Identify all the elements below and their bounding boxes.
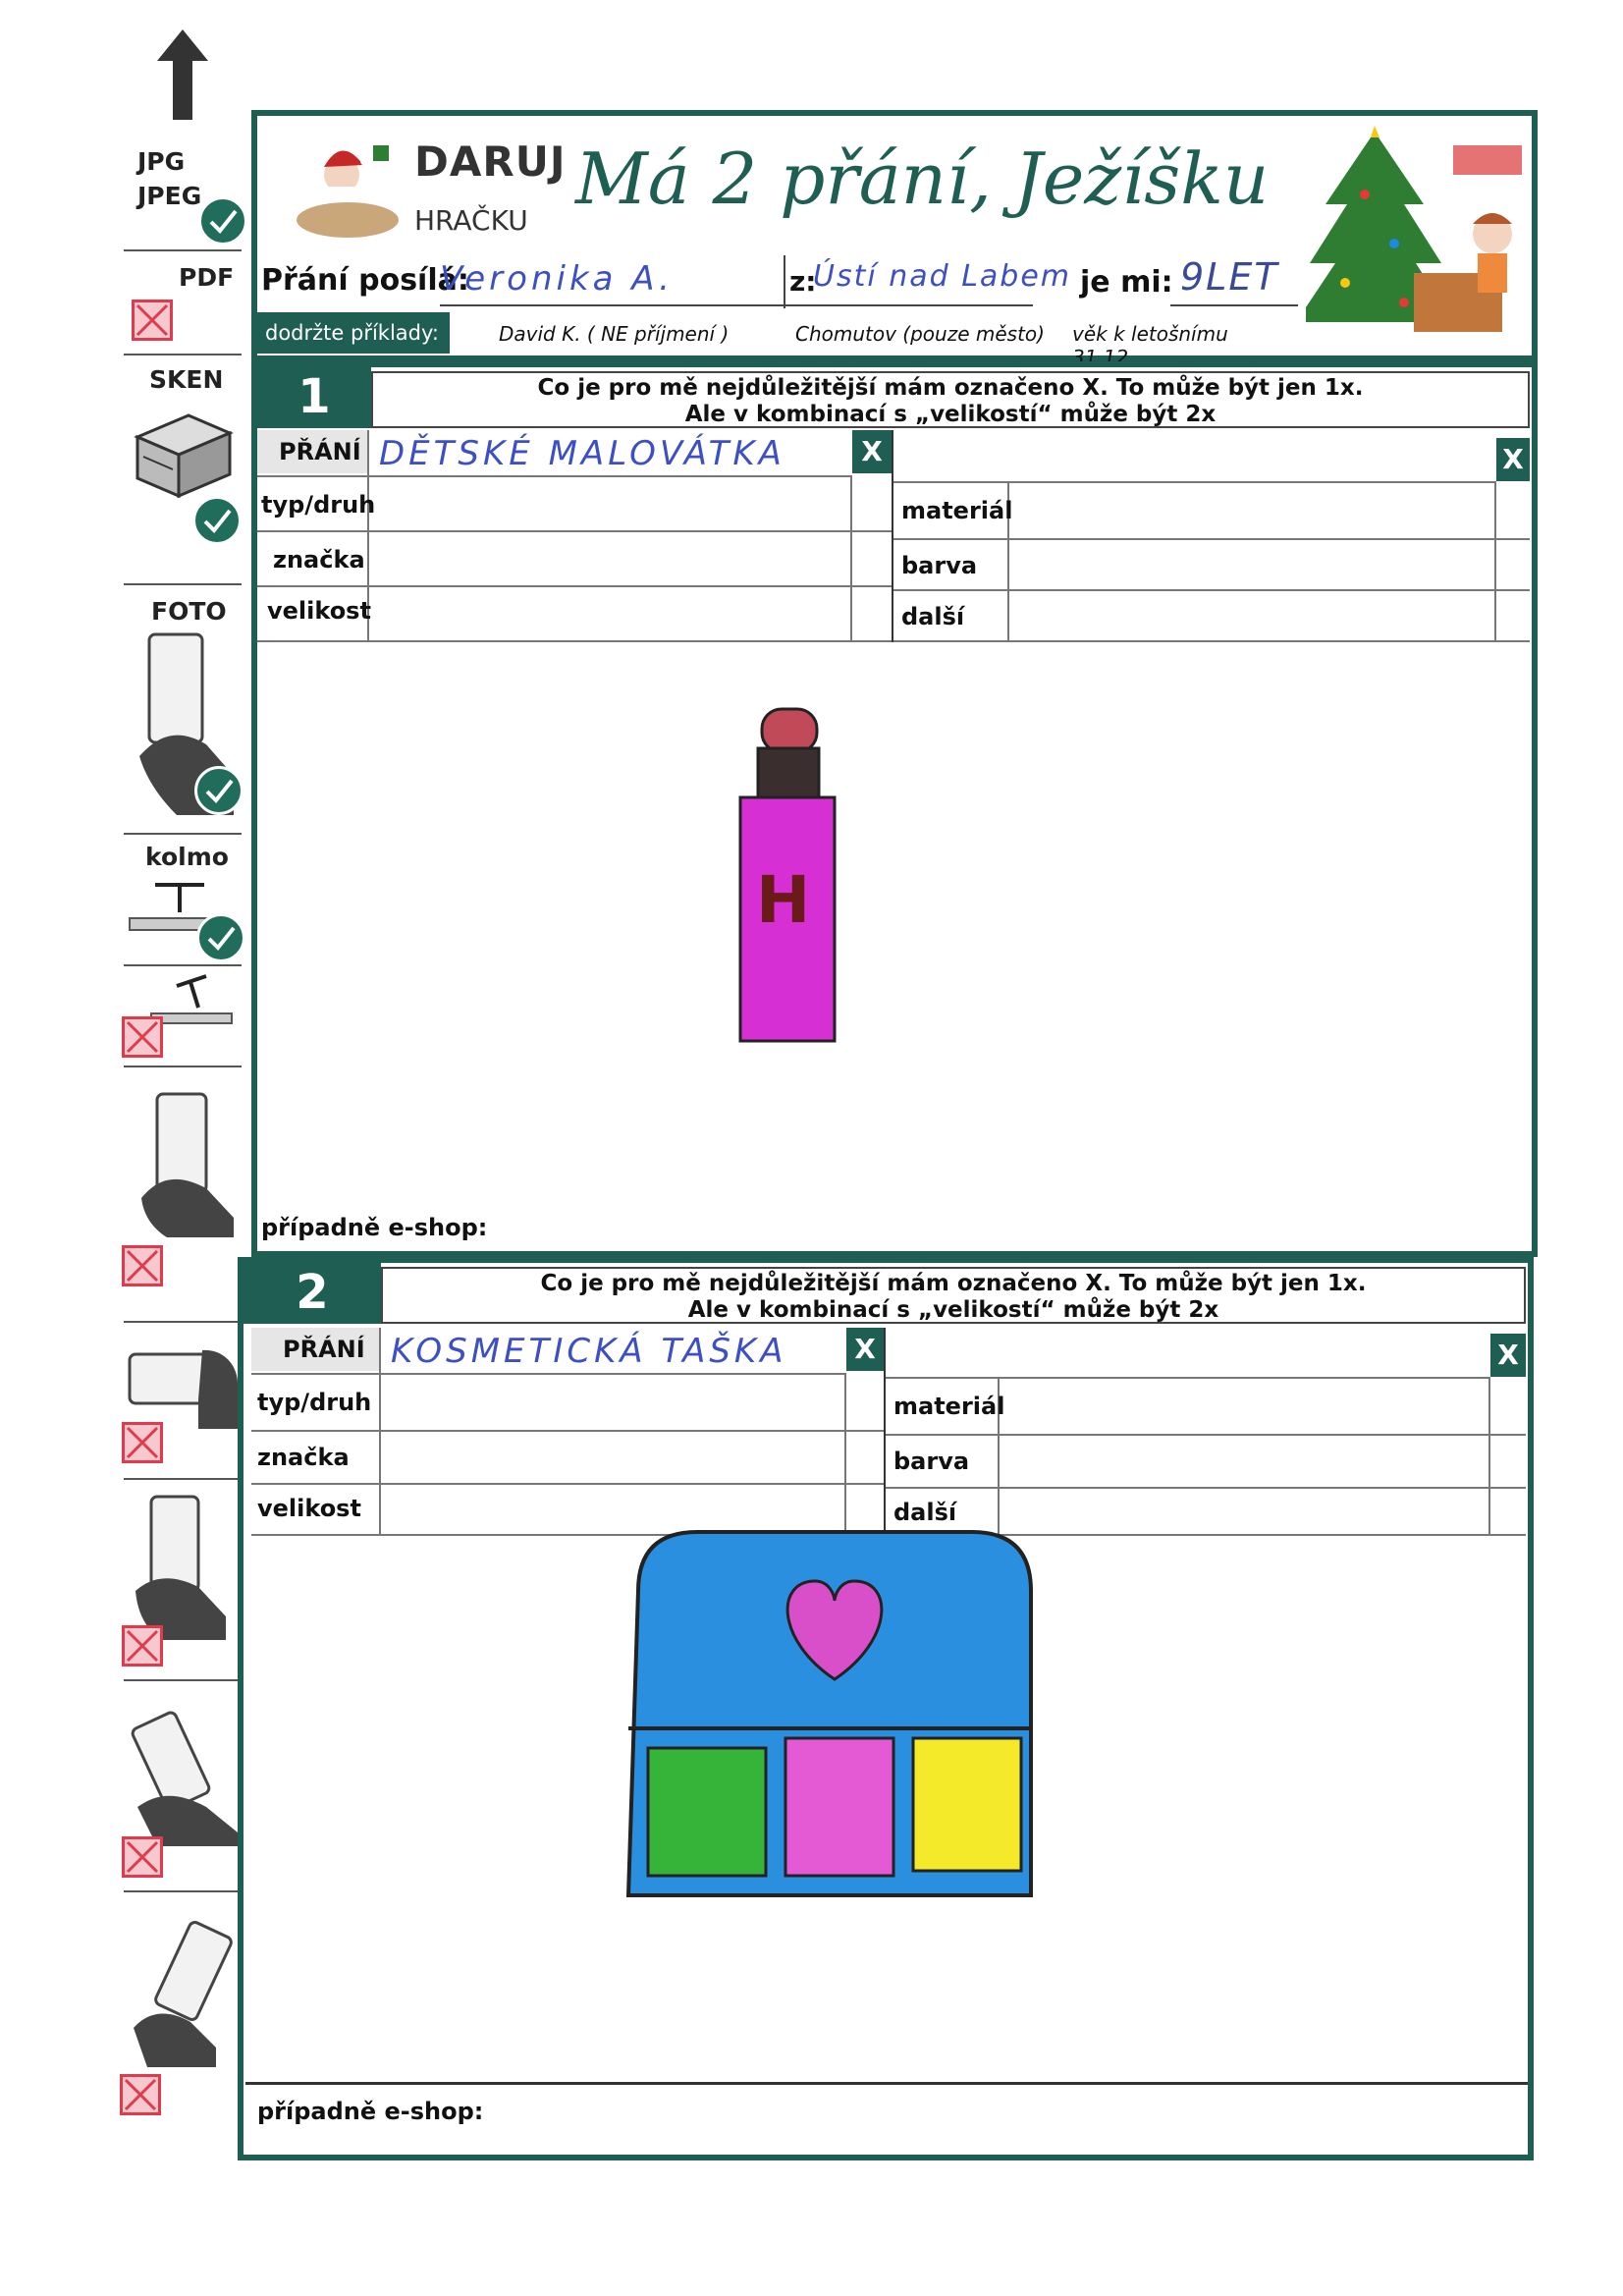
reject-icon: [122, 1245, 163, 1286]
age-label: je mi:: [1080, 265, 1173, 300]
christmas-tree-icon: [1306, 126, 1532, 357]
wish-note: [381, 1267, 1526, 1324]
divider: [124, 1890, 242, 1892]
note-line-1: Co je pro mě nejdůležitější mám označeno X. To může být jen 1x.: [540, 1271, 1367, 1296]
from-value[interactable]: Ústí nad Labem: [813, 259, 1072, 294]
from-label: z:: [789, 265, 817, 298]
wish-label: PŘÁNÍ: [283, 1336, 365, 1363]
divider: [124, 354, 242, 355]
label-foto: FOTO: [151, 597, 227, 626]
label-pdf: PDF: [179, 263, 235, 292]
divider: [124, 249, 242, 251]
divider: [892, 430, 893, 642]
divider: [1488, 1377, 1490, 1536]
other-label: další: [901, 603, 965, 630]
note-line-2: Ale v kombinací s „velikostí“ může být 2x: [684, 402, 1217, 427]
brand-label: značka: [273, 546, 365, 574]
reject-icon: [122, 1625, 163, 1667]
divider: [379, 1328, 381, 1536]
other-label: další: [893, 1499, 957, 1526]
divider: [257, 530, 892, 532]
x-marker[interactable]: X: [1496, 438, 1530, 481]
brand-label: značka: [257, 1444, 350, 1471]
divider: [886, 1434, 1526, 1436]
divider: [893, 481, 1496, 483]
color-label: barva: [893, 1448, 970, 1475]
reject-icon: [132, 300, 173, 341]
tilted-phone-hand-icon: [118, 1709, 241, 1846]
up-arrow-icon: [157, 29, 208, 120]
lipstick-letter: H: [756, 862, 811, 938]
example-city: Chomutov (pouze město): [795, 322, 1045, 346]
divider: [257, 475, 852, 477]
wish-table: [251, 1328, 1526, 1542]
reject-icon: [122, 1016, 163, 1058]
x-marker[interactable]: X: [1490, 1334, 1526, 1377]
divider: [886, 1377, 1490, 1379]
divider: [257, 640, 1530, 642]
santa-logo-icon: [289, 136, 406, 244]
examples-row: [257, 312, 1294, 369]
wish-number: 1: [257, 365, 371, 428]
size-label: velikost: [257, 1495, 361, 1522]
scanner-icon: [130, 398, 238, 506]
label-kolmo: kolmo: [145, 843, 229, 871]
divider: [124, 1679, 242, 1681]
divider: [251, 1483, 884, 1485]
note-line-1: Co je pro mě nejdůležitější mám označeno X. To může být jen 1x.: [537, 375, 1364, 401]
type-label: typ/druh: [257, 1389, 372, 1416]
check-icon: [196, 913, 245, 962]
brand-line-2: HRAČKU: [414, 204, 528, 237]
type-label: typ/druh: [261, 491, 376, 519]
divider: [245, 2082, 1528, 2085]
eshop-label: případně e-shop:: [257, 2098, 484, 2125]
age-value[interactable]: 9LET: [1180, 255, 1279, 299]
examples-label: dodržte příklady:: [257, 312, 450, 354]
divider: [850, 475, 852, 642]
x-marker[interactable]: X: [852, 430, 892, 473]
landscape-phone-icon: [124, 1340, 242, 1429]
divider: [884, 1328, 886, 1536]
page-title: Má 2 přání, Ježíšku: [575, 137, 1270, 220]
sender-value[interactable]: Veronika A.: [440, 259, 674, 299]
divider: [124, 964, 242, 966]
note-line-2: Ale v kombinací s „velikostí“ může být 2x: [687, 1297, 1219, 1323]
x-marker[interactable]: X: [846, 1328, 884, 1371]
divider: [1170, 304, 1298, 306]
divider: [257, 585, 892, 587]
wish-table: [257, 430, 1530, 644]
wish-value[interactable]: KOSMETICKÁ TAŠKA: [391, 1332, 787, 1371]
material-label: materiál: [893, 1393, 1005, 1420]
divider: [844, 1373, 846, 1536]
tilted-phone-hand-icon: [128, 1920, 236, 2067]
phone-hand-icon: [137, 1090, 236, 1237]
reject-icon: [120, 2074, 161, 2115]
divider: [124, 833, 242, 835]
wish-number: 2: [243, 1261, 381, 1324]
check-icon: [192, 496, 242, 545]
wish-note: [371, 371, 1530, 428]
check-icon: [194, 766, 243, 815]
color-label: barva: [901, 552, 978, 579]
example-name: David K. ( NE příjmení ): [499, 322, 730, 346]
reject-icon: [122, 1422, 163, 1463]
divider: [1494, 481, 1496, 642]
brand-line-1: DARUJ: [414, 137, 567, 186]
label-jpg: JPG: [137, 147, 186, 176]
divider: [893, 589, 1530, 591]
divider: [886, 1487, 1526, 1489]
divider: [124, 1066, 242, 1067]
cosmetic-bag-drawing: [619, 1522, 1051, 1915]
example-age: věk k letošnímu 31.12.: [1072, 322, 1228, 369]
divider: [124, 1478, 242, 1480]
divider: [124, 1321, 242, 1323]
reject-icon: [122, 1836, 163, 1878]
label-sken: SKEN: [149, 365, 224, 394]
eshop-label: případně e-shop:: [261, 1214, 488, 1241]
label-jpeg: JPEG: [137, 182, 202, 210]
sender-label: Přání posílá:: [261, 263, 469, 298]
material-label: materiál: [901, 497, 1013, 524]
divider: [251, 1373, 846, 1375]
divider: [784, 255, 785, 308]
size-label: velikost: [267, 597, 371, 625]
divider: [893, 538, 1530, 540]
phone-hand-icon: [132, 1493, 230, 1640]
divider: [440, 304, 1033, 306]
divider: [124, 583, 242, 585]
sender-row: [257, 251, 1294, 310]
check-icon: [198, 196, 247, 246]
divider: [251, 1430, 884, 1432]
wish-value[interactable]: DĚTSKÉ MALOVÁTKA: [379, 434, 785, 473]
wish-label: PŘÁNÍ: [279, 438, 361, 465]
